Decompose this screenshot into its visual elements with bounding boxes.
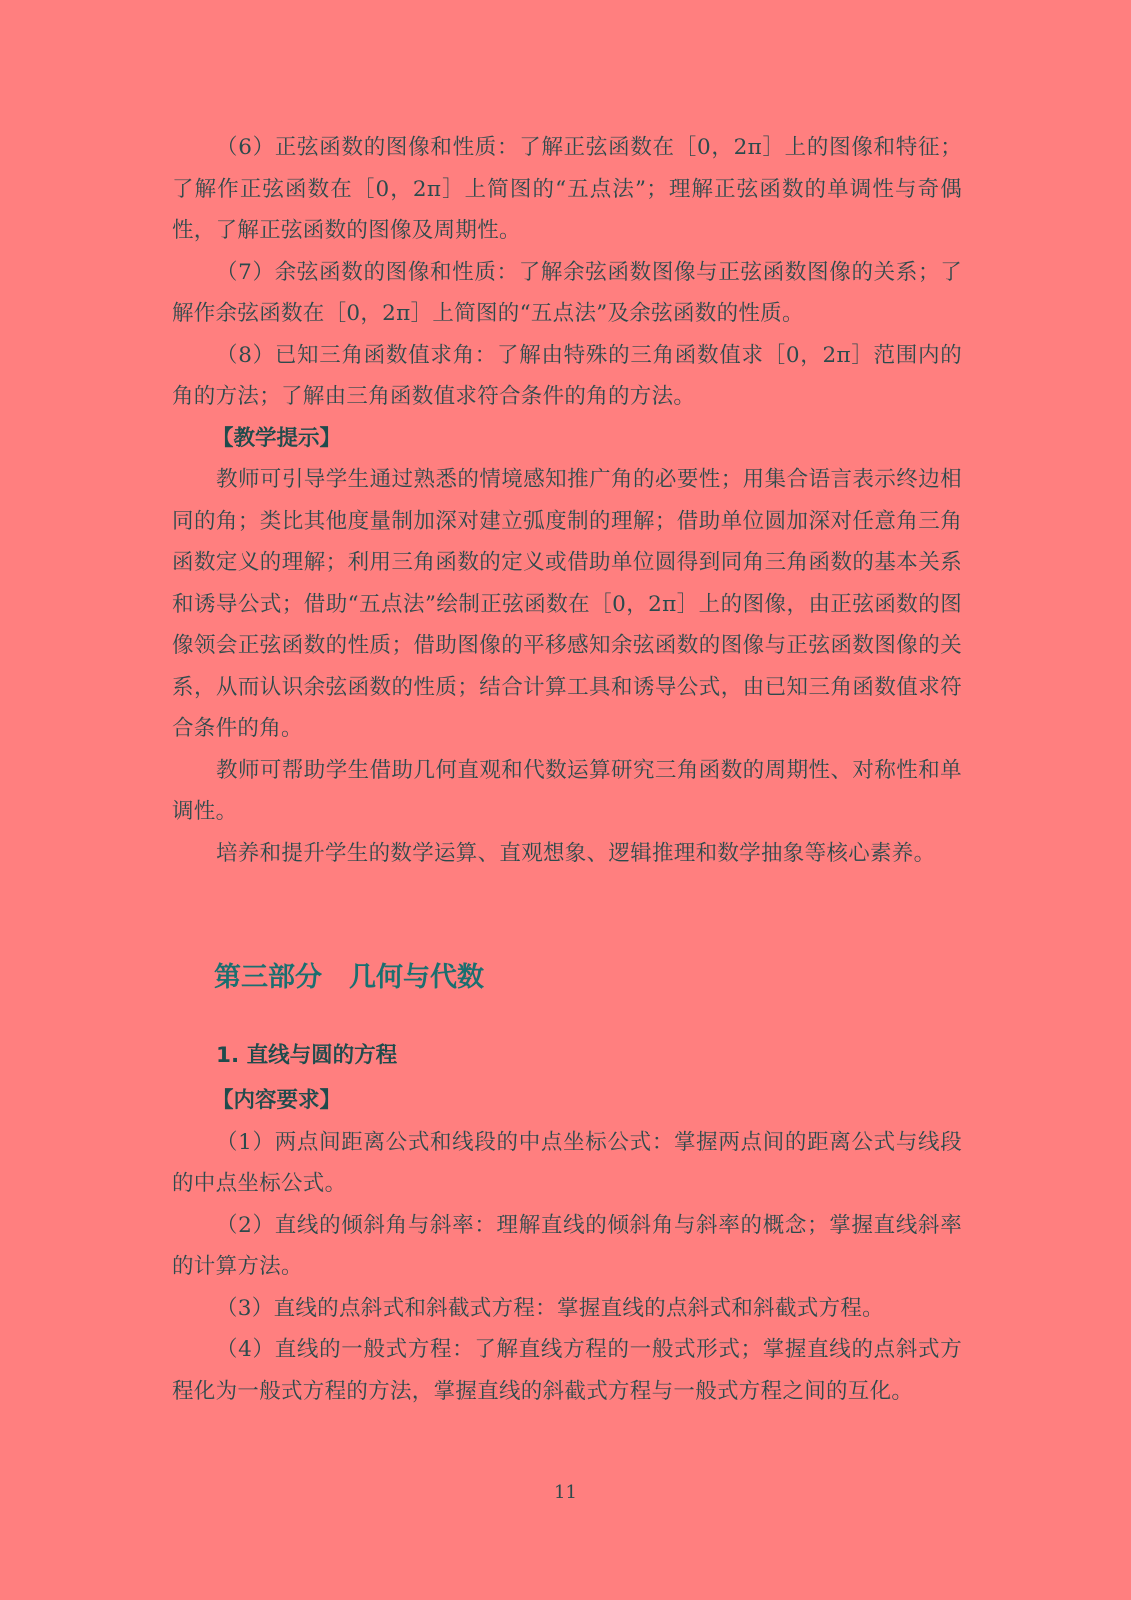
paragraph-inverse-trig: （8）已知三角函数值求角：了解由特殊的三角函数值求［0，2π］范围内的角的方法；了解由三角函数值求符合条件的角的方法。 — [172, 342, 962, 409]
content-requirements-heading: 【内容要求】 — [212, 1088, 342, 1113]
page-number: 11 — [554, 1482, 577, 1503]
paragraph-point-slope: （3）直线的点斜式和斜截式方程：掌握直线的点斜式和斜截式方程。 — [216, 1295, 884, 1321]
body-bottom — [172, 1080, 962, 1412]
teaching-tip-heading: 【教学提示】 — [212, 425, 342, 451]
subsection-block — [172, 1036, 962, 1076]
paragraph-slope: （2）直线的倾斜角与斜率：理解直线的倾斜角与斜率的概念；掌握直线斜率的计算方法。 — [172, 1212, 962, 1279]
paragraph-teaching-tip-1: 教师可引导学生通过熟悉的情境感知推广角的必要性；用集合语言表示终边相同的角；类比其他度量制加深对建立弧度制的理解；借助单位圆加深对任意角三角函数定义的理解；利用三角函数的定义或借助单位圆得到同角三角函数的基本关系和诱导公式；借助“五点法”绘制正弦函数在［0，2π］上的图像，由正弦函数的图像领会正弦函数的性质；借助图像的平移感知余弦函数的图像与正弦函数图像的关系，从而认识余弦函数的性质；结合计算工具和诱导公式，由已知三角函数值求符合条件的角。 — [172, 467, 962, 741]
paragraph-cosine-graph: （7）余弦函数的图像和性质：了解余弦函数图像与正弦函数图像的关系；了解作余弦函数在［0，2π］上简图的“五点法”及余弦函数的性质。 — [172, 259, 962, 326]
part-three-block — [172, 958, 962, 998]
subsection-title: 1. 直线与圆的方程 — [216, 1043, 398, 1068]
paragraph-teaching-tip-2: 教师可帮助学生借助几何直观和代数运算研究三角函数的周期性、对称性和单调性。 — [172, 757, 962, 824]
body-top — [172, 127, 962, 874]
paragraph-teaching-tip-3: 培养和提升学生的数学运算、直观想象、逻辑推理和数学抽象等核心素养。 — [216, 840, 936, 866]
paragraph-distance-formula: （1）两点间距离公式和线段的中点坐标公式：掌握两点间的距离公式与线段的中点坐标公式。 — [172, 1129, 962, 1196]
part-title: 第三部分 几何与代数 — [214, 962, 484, 993]
paragraph-sine-graph: （6）正弦函数的图像和性质：了解正弦函数在［0，2π］上的图像和特征；了解作正弦函数在［0，2π］上简图的“五点法”；理解正弦函数的单调性与奇偶性，了解正弦函数的图像及周期性。 — [172, 135, 962, 243]
paragraph-general-form: （4）直线的一般式方程：了解直线方程的一般式形式；掌握直线的点斜式方程化为一般式方程的方法，掌握直线的斜截式方程与一般式方程之间的互化。 — [172, 1337, 962, 1404]
